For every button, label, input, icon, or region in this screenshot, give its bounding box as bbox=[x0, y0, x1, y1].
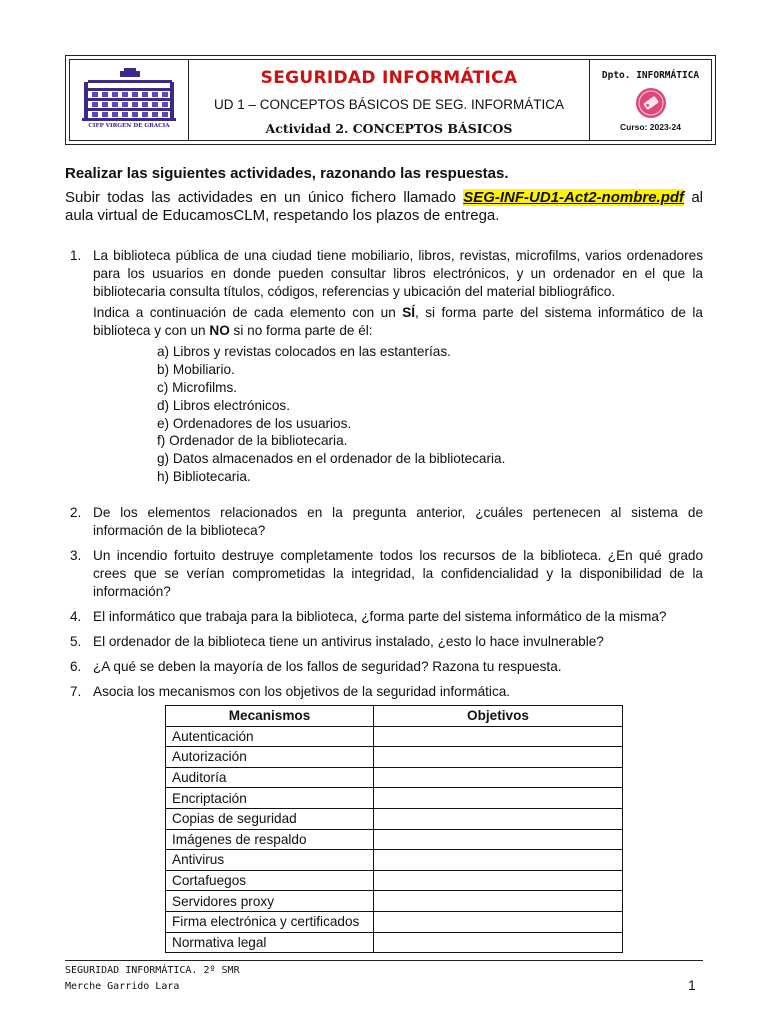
objective-cell[interactable] bbox=[374, 829, 623, 850]
instr-part: Indica a continuación de cada elemento con un bbox=[93, 305, 403, 320]
mechanism-cell: Antivirus bbox=[166, 850, 374, 871]
objective-cell[interactable] bbox=[374, 891, 623, 912]
school-logo bbox=[70, 60, 189, 140]
mechanism-cell: Autenticación bbox=[166, 726, 374, 747]
security-tag-icon bbox=[634, 87, 668, 119]
table-row bbox=[166, 932, 623, 953]
school-name: CIFP VIRGEN DE GRACIA bbox=[88, 123, 170, 129]
mechanism-cell: Firma electrónica y certificados bbox=[166, 911, 374, 932]
list-item: g) Datos almacenados en el ordenador de la bibliotecaria. bbox=[157, 451, 506, 466]
list-item: a) Libros y revistas colocados en las estanterías. bbox=[157, 344, 451, 359]
mechanism-cell: Imágenes de respaldo bbox=[166, 829, 374, 850]
table-row bbox=[166, 891, 623, 912]
mechanism-cell: Autorización bbox=[166, 747, 374, 768]
page-number: 1 bbox=[688, 977, 696, 993]
objective-cell[interactable] bbox=[374, 726, 623, 747]
objective-cell[interactable] bbox=[374, 767, 623, 788]
table-row bbox=[166, 726, 623, 747]
table-row bbox=[166, 870, 623, 891]
instructions-heading: Realizar las siguientes actividades, razonando las respuestas. bbox=[65, 165, 509, 182]
list-item: d) Libros electrónicos. bbox=[157, 398, 290, 413]
mechanism-cell: Normativa legal bbox=[166, 932, 374, 953]
objective-cell[interactable] bbox=[374, 788, 623, 809]
question-number: 6. bbox=[70, 659, 82, 674]
footer-subject: SEGURIDAD INFORMÁTICA. 2º SMR bbox=[65, 965, 240, 976]
mechanism-cell: Servidores proxy bbox=[166, 891, 374, 912]
question-3-text: Un incendio fortuito destruye completamente todos los recursos de la biblioteca. ¿En qué grado crees que se verían comprometidas la integridad, la confidencialidad y la disponibilidad de la información? bbox=[93, 548, 703, 599]
submit-text-pre: Subir todas las actividades en un único fichero llamado bbox=[65, 189, 464, 206]
table-row bbox=[166, 808, 623, 829]
question-7-text: Asocia los mecanismos con los objetivos de la seguridad informática. bbox=[93, 684, 511, 699]
instructions-submit bbox=[65, 189, 703, 225]
mechanism-cell: Cortafuegos bbox=[166, 870, 374, 891]
column-header: Mecanismos bbox=[166, 706, 374, 727]
table-row bbox=[166, 767, 623, 788]
question-6-text: ¿A qué se deben la mayoría de los fallos de seguridad? Razona tu respuesta. bbox=[93, 659, 562, 674]
instr-part: , si forma parte del sistema informático de la biblioteca y con un bbox=[93, 305, 703, 338]
question-1-text: La biblioteca pública de una ciudad tiene mobiliario, libros, revistas, microfilms, varios ordenadores para los usuarios en donde pueden consultar libros electrónicos, y un ordenador en el que la bibliotecaria consulta títulos, códigos, referencias y ubicación del material bibliográfico. bbox=[93, 248, 703, 299]
header-dept-block bbox=[590, 60, 711, 140]
list-item: f) Ordenador de la bibliotecaria. bbox=[157, 433, 348, 448]
filename-highlight: SEG-INF-UD1-Act2-nombre.pdf bbox=[463, 189, 685, 206]
question-1-instructions bbox=[93, 304, 703, 340]
question-number: 1. bbox=[70, 248, 82, 263]
column-header: Objetivos bbox=[374, 706, 623, 727]
objective-cell[interactable] bbox=[374, 850, 623, 871]
department-label: Dpto. INFORMÁTICA bbox=[601, 70, 700, 81]
question-number: 4. bbox=[70, 609, 82, 624]
activity-title: Actividad 2. CONCEPTOS BÁSICOS bbox=[265, 121, 513, 136]
objective-cell[interactable] bbox=[374, 747, 623, 768]
question-number: 2. bbox=[70, 505, 82, 520]
table-row bbox=[166, 911, 623, 932]
question-5-text: El ordenador de la biblioteca tiene un antivirus instalado, ¿esto lo hace invulnerable? bbox=[93, 634, 604, 649]
document-header bbox=[65, 55, 716, 145]
course-label: Curso: 2023-24 bbox=[620, 122, 681, 132]
mechanism-cell: Copias de seguridad bbox=[166, 808, 374, 829]
mechanisms-table bbox=[165, 705, 623, 953]
submit-text-post: al aula virtual de EducamosCLM, respetando los plazos de entrega. bbox=[65, 189, 703, 224]
footer-divider bbox=[65, 960, 703, 961]
yes-keyword: SÍ bbox=[402, 305, 416, 320]
list-item: c) Microfilms. bbox=[157, 380, 238, 395]
objective-cell[interactable] bbox=[374, 932, 623, 953]
question-4-text: El informático que trabaja para la biblioteca, ¿forma parte del sistema informático de la misma? bbox=[93, 609, 667, 624]
header-frame bbox=[69, 59, 712, 141]
objective-cell[interactable] bbox=[374, 808, 623, 829]
table-row bbox=[166, 788, 623, 809]
header-title-block bbox=[189, 60, 590, 140]
objective-cell[interactable] bbox=[374, 911, 623, 932]
question-number: 5. bbox=[70, 634, 82, 649]
table-header-row bbox=[166, 706, 623, 727]
school-building-icon bbox=[80, 68, 178, 123]
table-row bbox=[166, 850, 623, 871]
table-row bbox=[166, 829, 623, 850]
list-item: h) Bibliotecaria. bbox=[157, 469, 251, 484]
table-row bbox=[166, 747, 623, 768]
objective-cell[interactable] bbox=[374, 870, 623, 891]
list-item: e) Ordenadores de los usuarios. bbox=[157, 416, 352, 431]
question-number: 7. bbox=[70, 684, 82, 699]
mechanism-cell: Encriptación bbox=[166, 788, 374, 809]
mechanism-cell: Auditoría bbox=[166, 767, 374, 788]
question-2-text: De los elementos relacionados en la pregunta anterior, ¿cuáles pertenecen al sistema de información de la biblioteca? bbox=[93, 505, 703, 538]
instr-part: si no forma parte de él: bbox=[229, 323, 373, 338]
footer-author: Merche Garrido Lara bbox=[65, 981, 180, 992]
no-keyword: NO bbox=[209, 323, 230, 338]
subject-title: SEGURIDAD INFORMÁTICA bbox=[260, 68, 518, 88]
list-item: b) Mobiliario. bbox=[157, 362, 235, 377]
unit-title: UD 1 – CONCEPTOS BÁSICOS DE SEG. INFORMÁTICA bbox=[213, 97, 565, 112]
question-number: 3. bbox=[70, 548, 82, 563]
